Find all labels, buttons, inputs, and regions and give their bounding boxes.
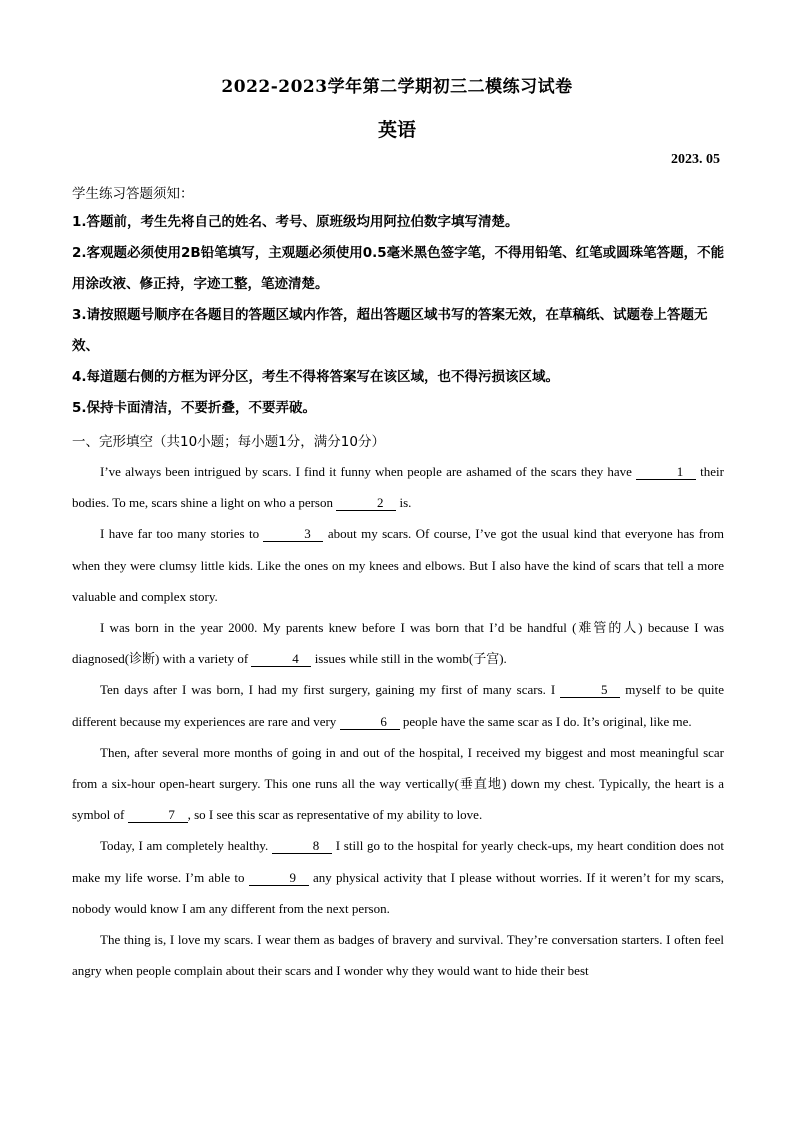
passage-text: about my scars. Of course, I’ve got the usual kind that everyone has from when they were clumsy little kids. Like the ones on my knees and elbows. But I also have the kind of scars that tell a more valuable and complex story. — [72, 526, 724, 604]
passage-text: I’ve always been intrigued by scars. I find it funny when people are ashamed of the scars they have — [100, 464, 637, 479]
cloze-passage — [72, 456, 724, 986]
instructions-heading: 学生练习答题须知： — [72, 186, 194, 202]
passage-text: people have the same scar as I do. It’s original, like me. — [399, 713, 692, 729]
passage-text: myself to be quite different because my experiences are rare and very — [72, 682, 724, 729]
passage-paragraph — [72, 924, 724, 986]
passage-paragraph — [72, 830, 724, 924]
answer-blank: 3 — [263, 527, 323, 542]
passage-text: , so I see this scar as representative of my ability to love. — [187, 807, 483, 823]
answer-blank: 1 — [636, 465, 696, 480]
passage-text: The thing is, I love my scars. I wear them as badges of bravery and survival. They’re conversation starters. I often feel angry when people complain about their scars and I wonder why they would want to hide their best — [72, 932, 724, 979]
passage-paragraph — [72, 674, 724, 736]
passage-text: I still go to the hospital for yearly check-ups, my heart condition does not make my life worse. I’m able to — [72, 838, 724, 885]
exam-date: 2023. 05 — [671, 152, 720, 167]
passage-text: their bodies. To me, scars shine a light on who a person — [72, 464, 724, 511]
exam-title: 2022-2023学年第二学期初三二模练习试卷 — [221, 77, 573, 97]
passage-paragraph — [72, 518, 724, 612]
answer-blank: 8 — [272, 839, 332, 854]
passage-text: is. — [396, 495, 412, 511]
instruction-item: 2.客观题必须使用2B铅笔填写，主观题必须使用0.5毫米黑色签字笔，不得用铅笔、红笔或圆珠笔答题，不能用涂改液、修正持，字迹工整，笔迹清楚。 — [72, 245, 725, 292]
answer-blank: 9 — [249, 871, 309, 886]
passage-text: any physical activity that I please without worries. If it weren’t for my scars, nobody would know I am any different from the next person. — [72, 869, 724, 916]
passage-text: Ten days after I was born, I had my first surgery, gaining my first of many scars. I — [100, 682, 561, 698]
passage-paragraph — [72, 737, 724, 831]
instruction-item: 3.请按照题号顺序在各题目的答题区域内作答，超出答题区域书写的答案无效，在草稿纸、试题卷上答题无效、 — [72, 307, 708, 354]
passage-text: I was born in the year 2000. My parents knew before I was born that I’d be handful (难管的人) because I was diagnosed(诊断) with a variety of — [72, 620, 724, 667]
instruction-item: 5.保持卡面清洁，不要折叠，不要弄破。 — [72, 400, 317, 416]
passage-paragraph — [72, 612, 724, 674]
passage-text: I have far too many stories to — [100, 526, 264, 542]
instruction-item: 4.每道题右侧的方框为评分区，考生不得将答案写在该区域，也不得污损该区域。 — [72, 369, 560, 385]
subject-title: 英语 — [377, 119, 416, 141]
passage-paragraph — [72, 456, 724, 518]
passage-text: Then, after several more months of going in and out of the hospital, I received my biggest and most meaningful scar from a six-hour open-heart surgery. This one runs all the way vertically(垂直地) down my chest. Typically, the heart is a symbol of — [72, 744, 724, 823]
passage-text: Today, I am completely healthy. — [100, 838, 273, 854]
answer-blank: 4 — [251, 652, 311, 667]
answer-blank: 6 — [340, 715, 400, 730]
answer-blank: 7 — [128, 808, 188, 823]
instruction-item: 1.答题前，考生先将自己的姓名、考号、原班级均用阿拉伯数字填写清楚。 — [72, 214, 519, 230]
answer-blank: 5 — [560, 683, 620, 698]
answer-blank: 2 — [336, 496, 396, 511]
passage-text: issues while still in the womb(子宫). — [311, 651, 507, 667]
section-heading: 一、完形填空（共10小题；每小题1分，满分10分） — [72, 434, 385, 450]
